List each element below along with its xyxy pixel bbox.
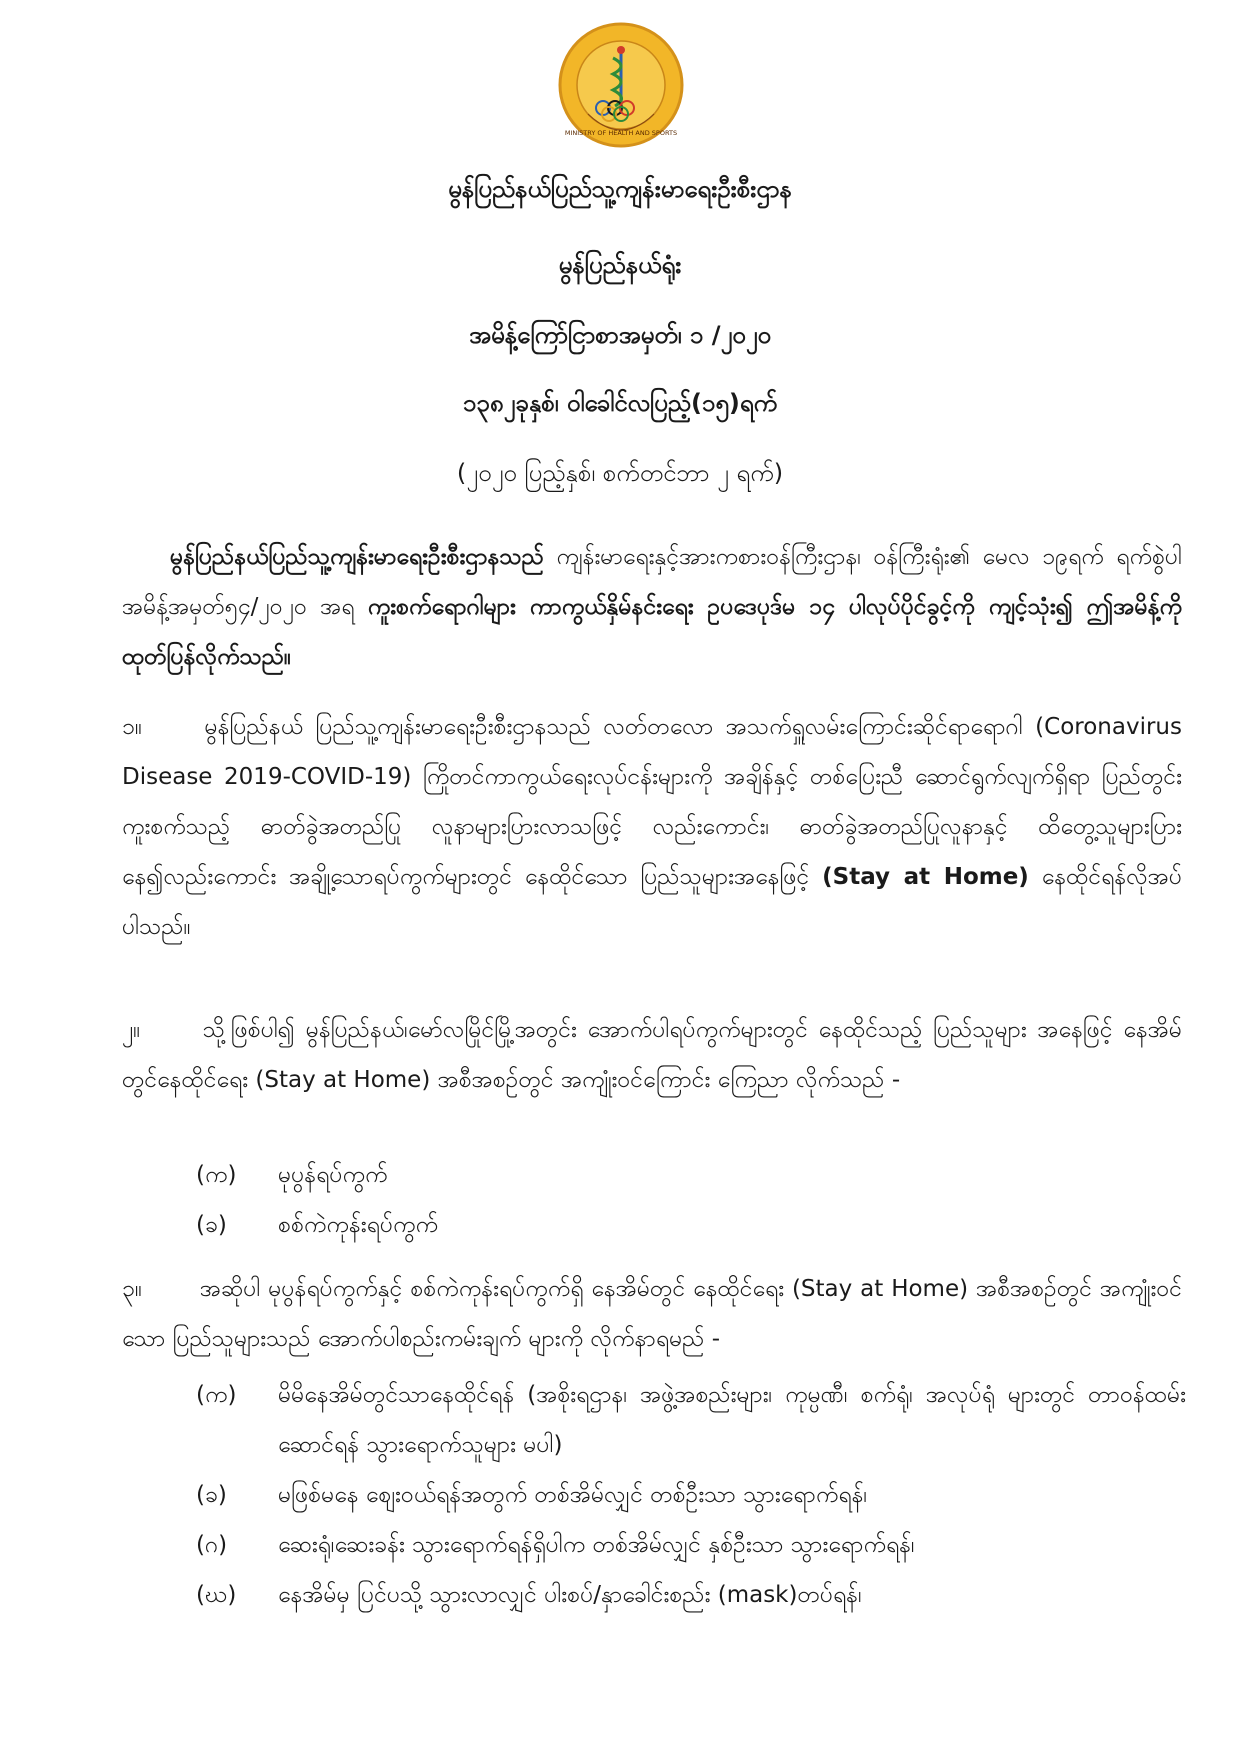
list-item [196,1200,1186,1250]
paragraph-1-text: မွန်ပြည်နယ် ပြည်သူ့ကျန်းမာရေးဦးစီးဌာနသည် လတ်တလော အသက်ရှူလမ်းကြောင်းဆိုင်ရာရောဂါ (Coronavirus Disease 2019-COVID-19) ကြိုတင်ကာကွယ်ရေးလုပ်ငန်းများကို အချိန်နှင့် တစ်ပြေးညီ ဆောင်ရွက်လျက်ရှိရာ ပြည်တွင်းကူးစက်သည့် ဓာတ်ခွဲအတည်ပြု လူနာများပြားလာသဖြင့် လည်းကောင်း၊ ဓာတ်ခွဲအတည်ပြုလူနာနှင့် ထိတွေ့သူများပြားနေ၍လည်းကောင်း အချို့သောရပ်ကွက်များတွင် နေထိုင်သော ပြည်သူများအနေဖြင့် [122,714,1182,890]
list-item [196,1570,1186,1620]
list-marker: (ဂ) [196,1532,228,1558]
list-marker: (ခ) [196,1212,227,1238]
list-item [196,1520,1186,1570]
rule-text: မဖြစ်မနေ စျေးဝယ်ရန်အတွက် တစ်အိမ်လျှင် တစ်ဦးသာ သွားရောက်ရန်၊ [278,1482,868,1508]
ward-name: စစ်ကဲကုန်းရပ်ကွက် [278,1212,438,1238]
ward-list [196,1150,1186,1250]
svg-text:MINISTRY OF HEALTH AND SPORTS: MINISTRY OF HEALTH AND SPORTS [564,129,678,137]
rule-text: နေအိမ်မှ ပြင်ပသို့ သွားလာလျှင် ပါးစပ်/နှာခေါင်းစည်း (mask)တပ်ရန်၊ [278,1582,862,1608]
paragraph-number: ၁။ [122,714,142,740]
rule-text: မိမိနေအိမ်တွင်သာနေထိုင်ရန် (အစိုးရဌာန၊ အဖွဲ့အစည်းများ၊ ကုမ္ပဏီ၊ စက်ရုံ၊ အလုပ်ရုံ များတွင် တာဝန်ထမ်းဆောင်ရန် သွားရောက်သူများ မပါ) [278,1382,1186,1458]
intro-paragraph [122,532,1182,682]
list-item [196,1150,1186,1200]
paragraph-1-tail: နေထိုင်ရန်လိုအပ်ပါသည်။ [122,864,1183,940]
list-marker: (ဃ) [196,1582,237,1608]
gregorian-date: (၂၀၂၀ ပြည့်နှစ်၊ စက်တင်ဘာ ၂ ရက်) [456,459,784,487]
stay-at-home-label: (Stay at Home) [822,864,1029,890]
paragraph-2-text: သို့ဖြစ်ပါ၍ မွန်ပြည်နယ်၊မော်လမြိုင်မြို့အတွင်း အောက်ပါရပ်ကွက်များတွင် နေထိုင်သည့် ပြည်သူများ အနေဖြင့် နေအိမ်တွင်နေထိုင်ရေး (Stay at Home) အစီအစဉ်တွင် အကျုံးဝင်ကြောင်း ကြေညာ လိုက်သည် - [122,1017,1182,1093]
order-number: အမိန့်ကြော်ငြာစာအမှတ်၊ ၁ /၂၀၂၀ [468,321,772,349]
office-title: မွန်ပြည်နယ်ရုံး [558,251,682,279]
list-marker: (က) [196,1382,237,1408]
paragraph-number: ၂။ [122,1017,141,1043]
ward-name: မုပွန်ရပ်ကွက် [278,1162,388,1188]
paragraph-1 [122,702,1182,952]
department-title: မွန်ပြည်နယ်ပြည်သူ့ကျန်းမာရေးဦးစီးဌာန [448,175,792,203]
rules-list [196,1370,1186,1620]
myanmar-date: ၁၃၈၂ခုနှစ်၊ ဝါခေါင်လပြည့်(၁၅)ရက် [462,389,778,417]
list-marker: (ခ) [196,1482,227,1508]
paragraph-3-text: အဆိုပါ မုပွန်ရပ်ကွက်နှင့် စစ်ကဲကုန်းရပ်ကွက်ရှိ နေအိမ်တွင် နေထိုင်ရေး (Stay at Home) အစီအစဉ်တွင် အကျုံးဝင်သော ပြည်သူများသည် အောက်ပါစည်းကမ်းချက် များကို လိုက်နာရမည် - [122,1276,1182,1352]
paragraph-3 [122,1264,1182,1364]
list-item [196,1470,1186,1520]
rule-text: ဆေးရုံ၊ဆေးခန်း သွားရောက်ရန်ရှိပါက တစ်အိမ်လျှင် နှစ်ဦးသာ သွားရောက်ရန်၊ [278,1532,915,1558]
intro-lead: မွန်ပြည်နယ်ပြည်သူ့ကျန်းမာရေးဦးစီးဌာနသည် [170,544,544,570]
list-marker: (က) [196,1162,237,1188]
paragraph-number: ၃။ [122,1276,142,1302]
paragraph-2 [122,1005,1182,1105]
intro-middle: ကျန်းမာရေးနှင့်အားကစားဝန်ကြီးဌာန၊ ဝန်ကြီးရုံး၏ မေလ ၁၉ရက် ရက်စွဲပါ အမိန့်အမှတ်၅၄/၂၀၂၀ အရ [122,544,1183,620]
ministry-seal-logo [558,22,684,148]
intro-law-reference: ကူးစက်ရောဂါများ ကာကွယ်နှိမ်နင်းရေး ဥပဒေပုဒ်မ ၁၄ ပါလုပ်ပိုင်ခွင့်ကို ကျင့်သုံး၍ ဤအမိန့်ကို ထုတ်ပြန်လိုက်သည်။ [122,594,1183,670]
list-item [196,1370,1186,1470]
